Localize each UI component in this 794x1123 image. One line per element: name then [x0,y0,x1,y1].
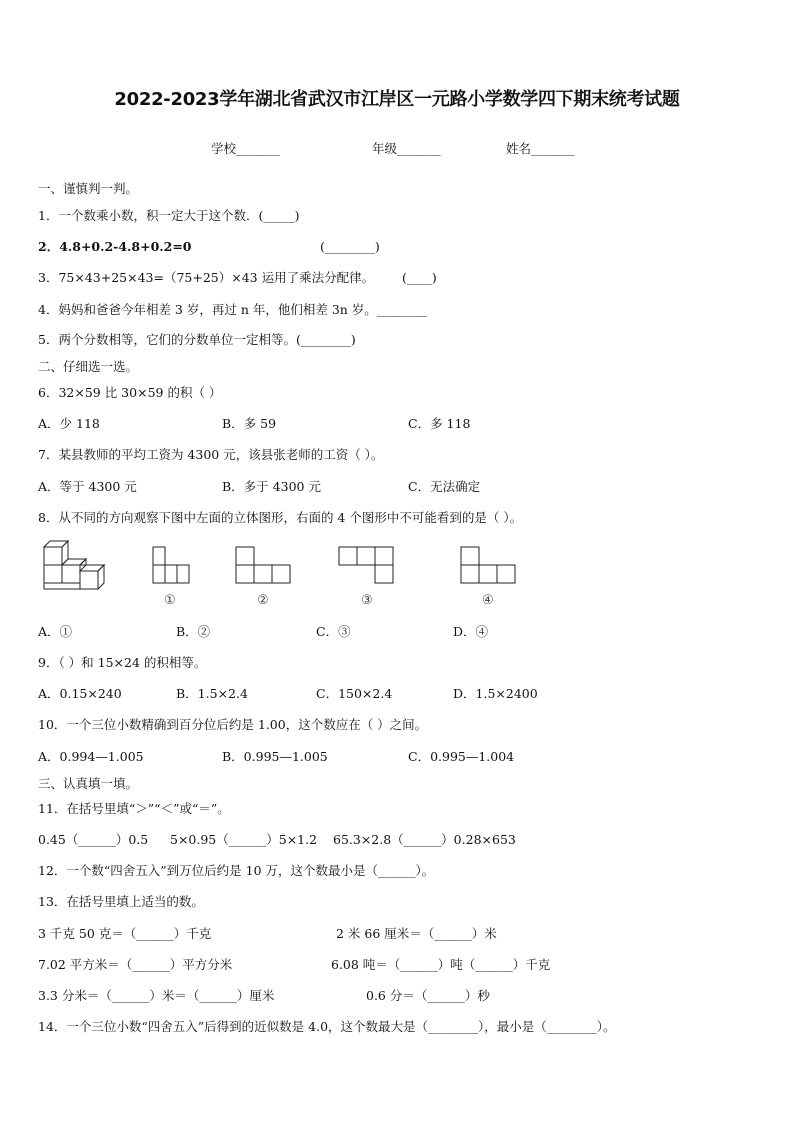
question-11: 11．在括号里填“＞”“＜”或“＝”。 [38,801,230,816]
question-2: 2．4.8+0.2-4.8+0.2=0 [38,239,192,254]
question-1: 1．一个数乘小数，积一定大于这个数．(_____) [38,208,300,223]
q6-option-b[interactable]: B．多 59 [222,416,277,431]
question-8: 8．从不同的方向观察下图中左面的立体图形，右面的 4 个图形中不可能看到的是（ ）。 [38,510,523,525]
q6-option-c[interactable]: C．多 118 [408,416,471,431]
q7-option-c[interactable]: C．无法确定 [408,479,481,494]
question-12: 12．一个数“四舍五入”到万位后约是 10 万，这个数最小是（______）。 [38,863,435,878]
school-field[interactable]: 学校_______ [211,141,280,156]
question-9: 9．（ ）和 15×24 的积相等。 [38,655,207,670]
view-1-label: ① [164,593,176,608]
q8-option-c[interactable]: C．③ [316,624,351,639]
view-4-label: ④ [482,593,494,608]
question-14: 14．一个三位小数“四舍五入”后得到的近似数是 4.0，这个数最大是（________），最小是（________）。 [38,1019,616,1034]
question-13: 13．在括号里填上适当的数。 [38,894,204,909]
section-1-heading: 一、谨慎判一判。 [38,181,139,196]
page-title: 2022-2023学年湖北省武汉市江岸区一元路小学数学四下期末统考试题 [114,89,680,110]
question-7: 7．某县教师的平均工资为 4300 元，该县张老师的工资（ ）。 [38,447,384,462]
q9-option-d[interactable]: D．1.5×2400 [453,686,538,701]
q13-row2-right[interactable]: 6.08 吨＝（______）吨（______）千克 [331,957,551,972]
q7-option-a[interactable]: A．等于 4300 元 [38,479,137,494]
question-10: 10．一个三位小数精确到百分位后约是 1.00，这个数应在（ ）之间。 [38,717,428,732]
q10-option-b[interactable]: B．0.995—1.005 [222,749,328,764]
question-3: 3．75×43+25×43=（75+25）×43 运用了乘法分配律。 [38,270,375,285]
q11-item-1[interactable]: 0.45（______）0.5 [38,832,149,847]
solid-figure [42,539,108,597]
q10-option-a[interactable]: A．0.994—1.005 [38,749,144,764]
q11-item-2[interactable]: 5×0.95（______）5×1.2 [170,832,318,847]
view-2-label: ② [257,593,269,608]
q7-option-b[interactable]: B．多于 4300 元 [222,479,321,494]
view-4-figure [460,546,520,586]
q13-row1-left[interactable]: 3 千克 50 克＝（______）千克 [38,926,212,941]
q6-option-a[interactable]: A．少 118 [38,416,100,431]
q8-option-b[interactable]: B．② [176,624,211,639]
q11-item-3[interactable]: 65.3×2.8（______）0.28×653 [333,832,516,847]
q8-option-d[interactable]: D．④ [453,624,489,639]
q13-row1-right[interactable]: 2 米 66 厘米＝（______）米 [336,926,497,941]
view-3-figure [338,546,398,586]
q13-row3-right[interactable]: 0.6 分＝（______）秒 [366,988,490,1003]
question-2-blank[interactable]: (________) [320,239,380,254]
question-6: 6．32×59 比 30×59 的积（ ） [38,385,222,400]
question-5: 5．两个分数相等，它们的分数单位一定相等。(________) [38,332,356,347]
q13-row3-left[interactable]: 3.3 分米＝（______）米＝（______）厘米 [38,988,275,1003]
section-2-heading: 二、仔细选一选。 [38,359,139,374]
q9-option-c[interactable]: C．150×2.4 [316,686,393,701]
q13-row2-left[interactable]: 7.02 平方米＝（______）平方分米 [38,957,233,972]
q9-option-b[interactable]: B．1.5×2.4 [176,686,248,701]
view-2-figure [235,546,295,586]
question-4: 4．妈妈和爸爸今年相差 3 岁，再过 n 年，他们相差 3n 岁。________ [38,302,427,317]
question-3-blank[interactable]: (____) [402,270,437,285]
grade-field[interactable]: 年级_______ [372,141,441,156]
view-3-label: ③ [361,593,373,608]
q9-option-a[interactable]: A．0.15×240 [38,686,122,701]
view-1-figure [152,546,192,586]
q8-option-a[interactable]: A．① [38,624,73,639]
section-3-heading: 三、认真填一填。 [38,776,139,791]
q10-option-c[interactable]: C．0.995—1.004 [408,749,515,764]
name-field[interactable]: 姓名_______ [506,141,575,156]
